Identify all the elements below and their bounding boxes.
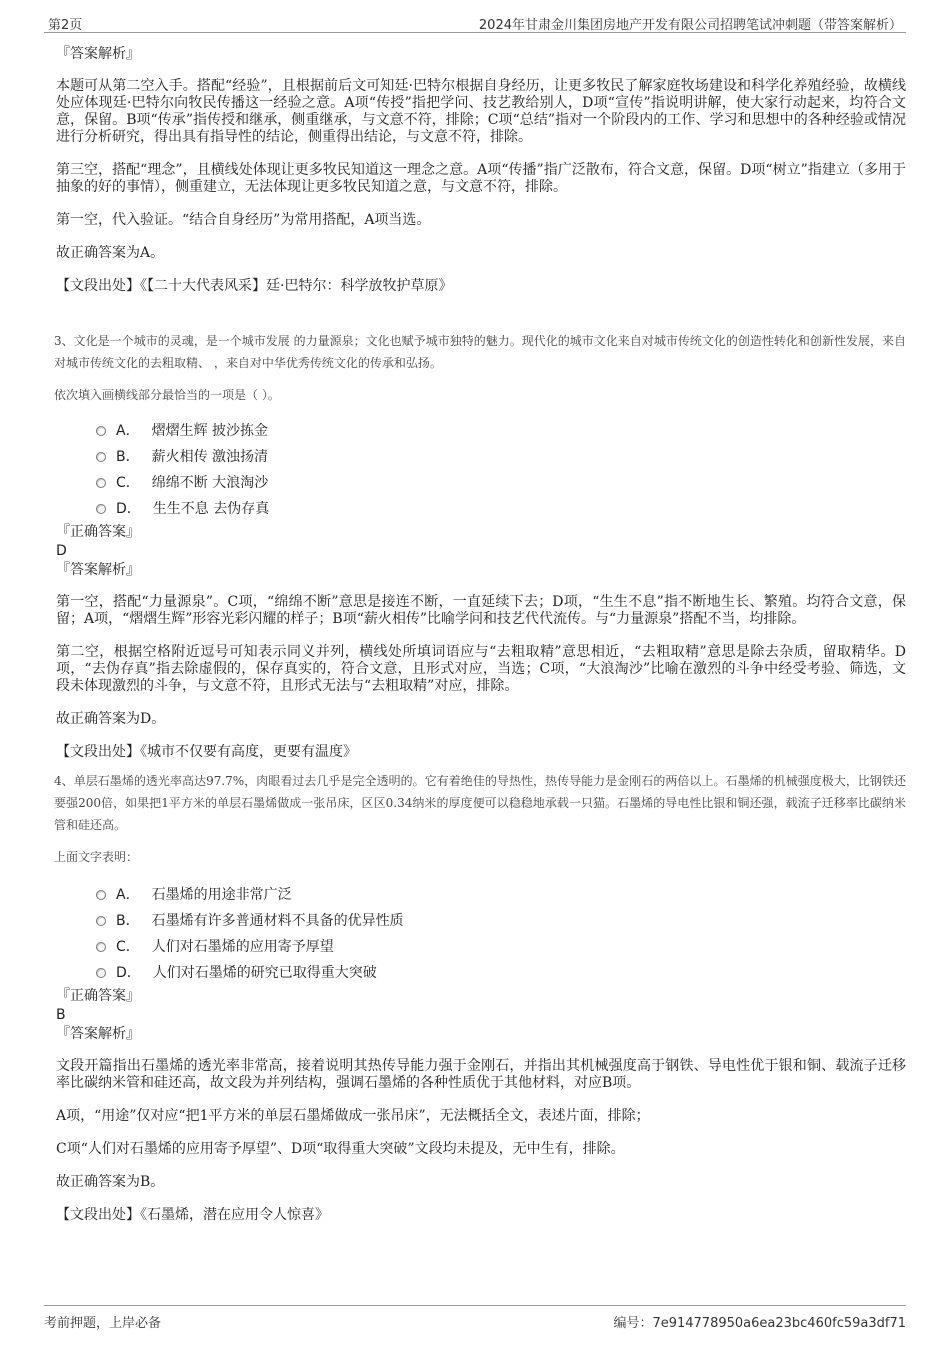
option-b[interactable]: B． 石墨烯有许多普通材料不具备的优异性质 (96, 908, 906, 934)
source-citation: 【文段出处】《城市不仅要有高度，更要有温度》 (56, 744, 357, 760)
document-id: 编号：7e914778950a6ea23bc460fc59a3df71 (613, 1316, 906, 1331)
option-c[interactable]: C． 绵绵不断 大浪淘沙 (96, 470, 906, 496)
page-content (44, 44, 906, 1225)
option-c[interactable]: C． 人们对石墨烯的应用寄予厚望 (96, 934, 906, 960)
option-list (96, 418, 906, 522)
radio-icon[interactable] (96, 942, 106, 952)
analysis-paragraph: 第一空，搭配“力量源泉”。C项，“绵绵不断”意思是接连不断，一直延续下去；D项，“生生不息”指不断地生长、繁殖。均符合文意，保留；A项，“熠熠生辉”形容光彩闪耀的样子；B项“薪火相传”比喻学问和技艺代代流传。与“力量源泉”搭配不当，均排除。 (56, 594, 906, 627)
page-footer (44, 1305, 906, 1330)
analysis-label: 『答案解析』 (56, 46, 140, 62)
analysis-paragraph: 故正确答案为B。 (56, 1174, 165, 1190)
source-citation: 【文段出处】《【二十大代表风采】廷·巴特尔：科学放牧护草原》 (56, 278, 453, 294)
radio-icon[interactable] (96, 916, 106, 926)
option-d[interactable]: D． 生生不息 去伪存真 (96, 496, 906, 522)
source-citation: 【文段出处】《石墨烯，潜在应用令人惊喜》 (56, 1207, 329, 1223)
analysis-label: 『答案解析』 (56, 562, 140, 578)
analysis-paragraph: 本题可从第二空入手。搭配“经验”，且根据前后文可知廷·巴特尔根据自身经历，让更多牧民了解家庭牧场建设和科学化养殖经验，故横线处应体现廷·巴特尔向牧民传播这一经验之意。A项“传授”指把学问、技艺教给别人，D项“宣传”指说明讲解，使大家行动起来，均符合文意，保留。B项“传承”指传授和继承，侧重继承，与文意不符，排除；C项“总结”指对一个阶段内的工作、学习和思想中的各种经验或情况进行分析研究，得出具有指导性的结论，侧重得出结论，与文意不符，排除。 (56, 78, 906, 145)
correct-answer-label: 『正确答案』 (56, 988, 140, 1004)
analysis-paragraph: C项“人们对石墨烯的应用寄予厚望”、D项“取得重大突破”文段均未提及，无中生有，排除。 (56, 1141, 625, 1157)
analysis-paragraph: 文段开篇指出石墨烯的透光率非常高，接着说明其热传导能力强于金刚石，并指出其机械强度高于钢铁、导电性优于银和铜、载流子迁移率比碳纳米管和硅还高，故文段为并列结构，强调石墨烯的各种性质优于其他材料，对应B项。 (56, 1058, 906, 1091)
analysis-label: 『答案解析』 (56, 1026, 140, 1042)
correct-answer-value: B (56, 1007, 66, 1023)
radio-icon[interactable] (96, 478, 106, 488)
analysis-paragraph: A项，“用途”仅对应“把1平方米的单层石墨烯做成一张吊床”，无法概括全文，表述片面，排除； (56, 1108, 650, 1124)
question-text: 4、单层石墨烯的透光率高达97.7%，肉眼看过去几乎是完全透明的。它有着绝佳的导热性，热传导能力是金刚石的两倍以上。石墨烯的机械强度极大，比钢铁还要强200倍，如果把1平方米的单层石墨烯做成一张吊床，区区0.34纳米的厚度便可以稳稳地承载一只猫。石墨烯的导电性比银和铜还强，载流子迁移率比碳纳米管和硅还高。 (54, 774, 906, 832)
question-prompt: 上面文字表明： (54, 850, 139, 864)
question-4 (44, 770, 906, 1225)
analysis-paragraph: 第一空，代入验证。“结合自身经历”为常用搭配，A项当选。 (56, 212, 431, 228)
radio-icon[interactable] (96, 426, 106, 436)
question-prompt: 依次填入画横线部分最恰当的一项是（ ）。 (54, 388, 280, 402)
question-text: 3、文化是一个城市的灵魂，是一个城市发展 的力量源泉；文化也赋予城市独特的魅力。现代化的城市文化来自对城市传统文化的创造性转化和创新性发展，来自对城市传统文化的去粗取精、 ，来自对中华优秀传统文化的传承和弘扬。 (54, 334, 906, 370)
analysis-paragraph: 第三空，搭配“理念”，且横线处体现让更多牧民知道这一理念之意。A项“传播”指广泛散布，符合文意，保留。D项“树立”指建立（多用于抽象的好的事情），侧重建立，无法体现让更多牧民知道之意，与文意不符，排除。 (56, 162, 906, 195)
analysis-paragraph: 故正确答案为D。 (56, 711, 166, 727)
radio-icon[interactable] (96, 452, 106, 462)
question-2-analysis (44, 44, 906, 296)
option-d[interactable]: D． 人们对石墨烯的研究已取得重大突破 (96, 960, 906, 986)
correct-answer-label: 『正确答案』 (56, 524, 140, 540)
question-3 (44, 330, 906, 762)
radio-icon[interactable] (96, 504, 106, 514)
option-a[interactable]: A． 熠熠生辉 披沙拣金 (96, 418, 906, 444)
analysis-paragraph: 第二空，根据空格附近逗号可知表示同义并列，横线处所填词语应与“去粗取精”意思相近，“去粗取精”意思是除去杂质，留取精华。D项，“去伪存真”指去除虚假的，保存真实的，符合文意，且形式对应，当选；C项，“大浪淘沙”比喻在激烈的斗争中经受考验、筛选，文段未体现激烈的斗争，与文意不符，且形式无法与“去粗取精”对应，排除。 (56, 644, 906, 694)
analysis-paragraph: 故正确答案为A。 (56, 245, 165, 261)
option-a[interactable]: A． 石墨烯的用途非常广泛 (96, 882, 906, 908)
radio-icon[interactable] (96, 890, 106, 900)
document-title: 2024年甘肃金川集团房地产开发有限公司招聘笔试冲刺题（带答案解析） (478, 18, 902, 33)
page-number: 第2页 (48, 18, 83, 33)
radio-icon[interactable] (96, 968, 106, 978)
option-b[interactable]: B． 薪火相传 激浊扬清 (96, 444, 906, 470)
option-list (96, 882, 906, 986)
correct-answer-value: D (56, 543, 67, 559)
footer-slogan: 考前押题，上岸必备 (44, 1316, 162, 1331)
page-header (44, 12, 906, 33)
